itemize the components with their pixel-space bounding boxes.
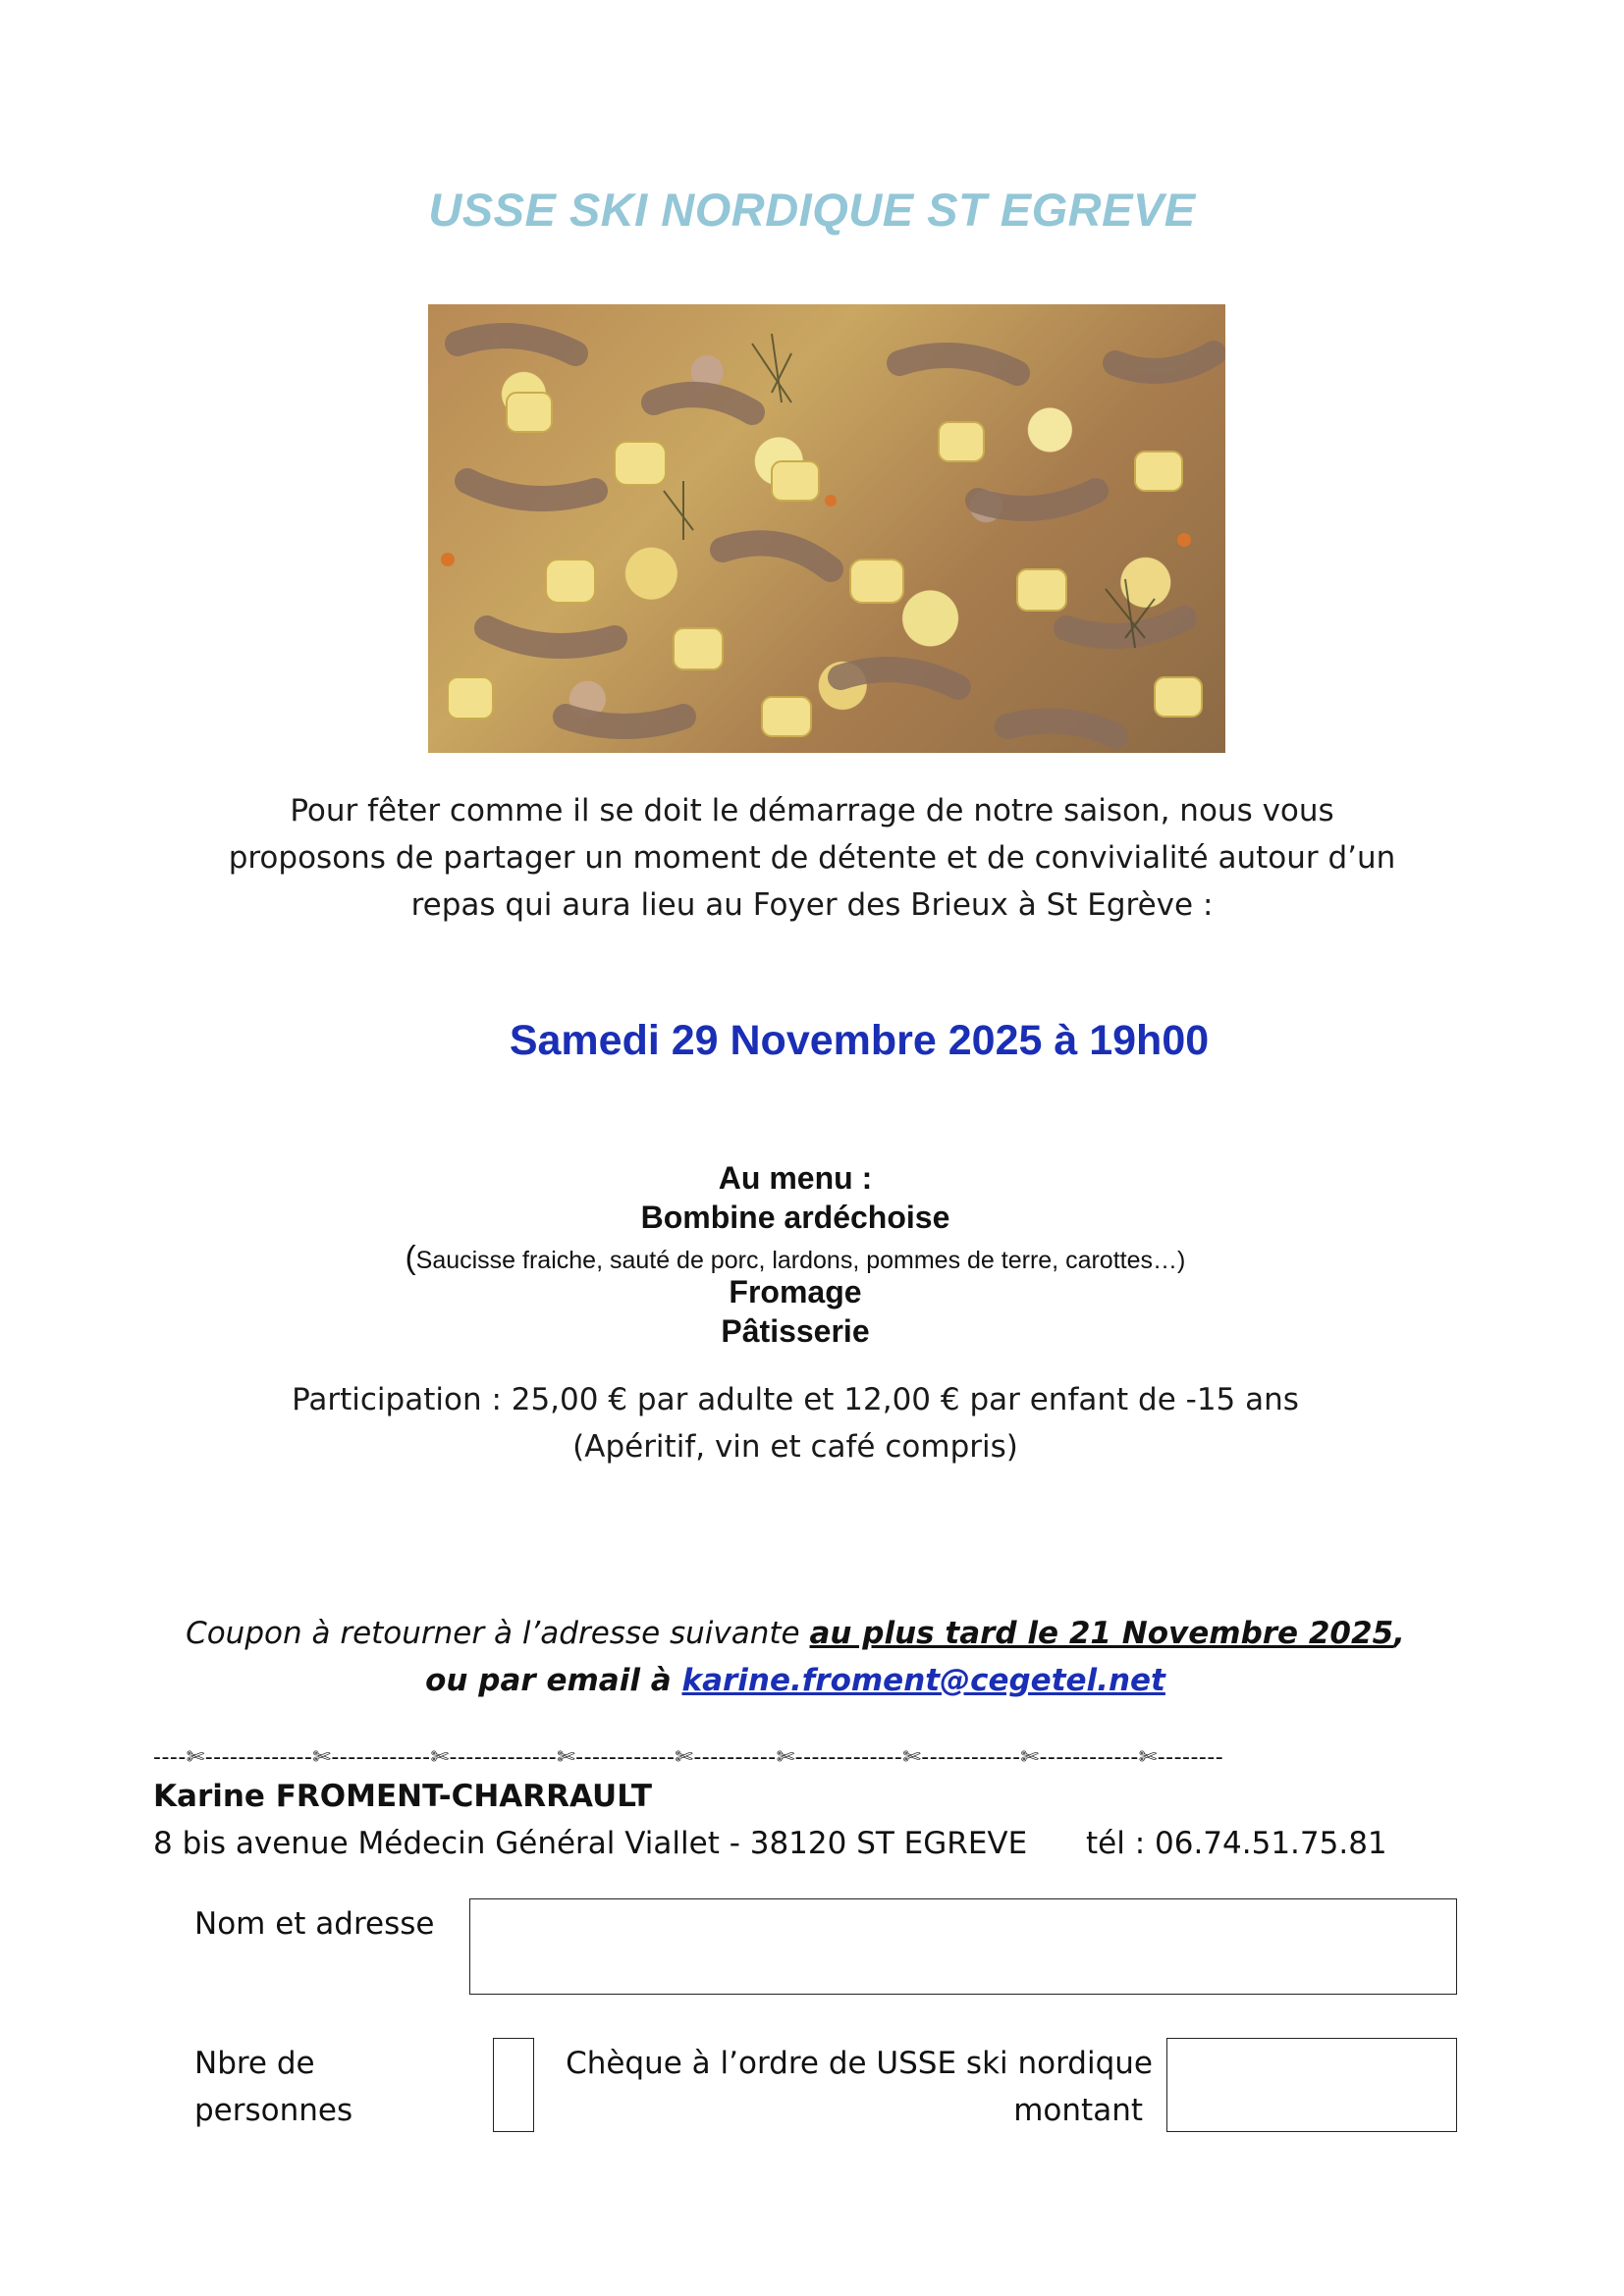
persons-label-line-2: personnes [194, 2093, 353, 2128]
coupon-deadline: au plus tard le 21 Novembre 2025 [809, 1616, 1394, 1651]
participation-includes: (Apéritif, vin et café compris) [572, 1429, 1018, 1465]
food-photo [428, 304, 1225, 753]
persons-count-field[interactable] [493, 2038, 534, 2132]
coupon-email-prefix: ou par email à [425, 1663, 682, 1698]
menu-main-dish: Bombine ardéchoise [640, 1200, 950, 1235]
event-date: Samedi 29 Novembre 2025 à 19h00 [509, 1017, 1210, 1064]
contact-phone: tél : 06.74.51.75.81 [1086, 1826, 1387, 1861]
persons-label-line-1: Nbre de [194, 2046, 315, 2081]
menu-heading: Au menu : [718, 1160, 873, 1196]
coupon-intro: Coupon à retourner à l’adresse suivante [186, 1616, 810, 1651]
participation-price: Participation : 25,00 € par adulte et 12,00 € par enfant de -15 ans [292, 1382, 1299, 1417]
coupon-comma: , [1393, 1616, 1405, 1651]
name-address-field[interactable] [469, 1898, 1457, 1995]
menu-dessert: Pâtisserie [721, 1313, 870, 1349]
cheque-label-line-1: Chèque à l’ordre de USSE ski nordique [566, 2046, 1153, 2081]
intro-line-3: repas qui aura lieu au Foyer des Brieux à St Egrève : [410, 887, 1214, 923]
contact-name: Karine FROMENT-CHARRAULT [153, 1779, 652, 1814]
coupon-email-line [0, 1663, 1591, 1698]
name-address-label: Nom et adresse [194, 1906, 435, 1942]
cheque-amount-field[interactable] [1166, 2038, 1457, 2132]
email-link[interactable]: karine.froment@cegetel.net [681, 1663, 1165, 1698]
food-photo-illustration [428, 304, 1225, 753]
intro-line-1: Pour fêter comme il se doit le démarrage de notre saison, nous vous [290, 793, 1334, 828]
menu-cheese: Fromage [729, 1274, 862, 1309]
scissors-cut-line: ----✄-------------✄------------✄-------------✄------------✄----------✄-------------✄------------✄------------✄-------- [153, 1745, 1224, 1770]
menu-main-detail: (Saucisse fraiche, sauté de porc, lardons, pommes de terre, carottes…) [405, 1239, 1186, 1275]
menu-main-detail-text: Saucisse fraiche, sauté de porc, lardons, pommes de terre, carottes… [415, 1247, 1178, 1274]
intro-line-2: proposons de partager un moment de détente et de convivialité autour d’un [228, 840, 1396, 876]
cheque-label-line-2: montant [1013, 2093, 1143, 2128]
coupon-instructions [0, 1616, 1591, 1651]
contact-address: 8 bis avenue Médecin Général Viallet - 38120 ST EGREVE [153, 1826, 1028, 1861]
page-title: USSE SKI NORDIQUE ST EGREVE [428, 184, 1196, 236]
